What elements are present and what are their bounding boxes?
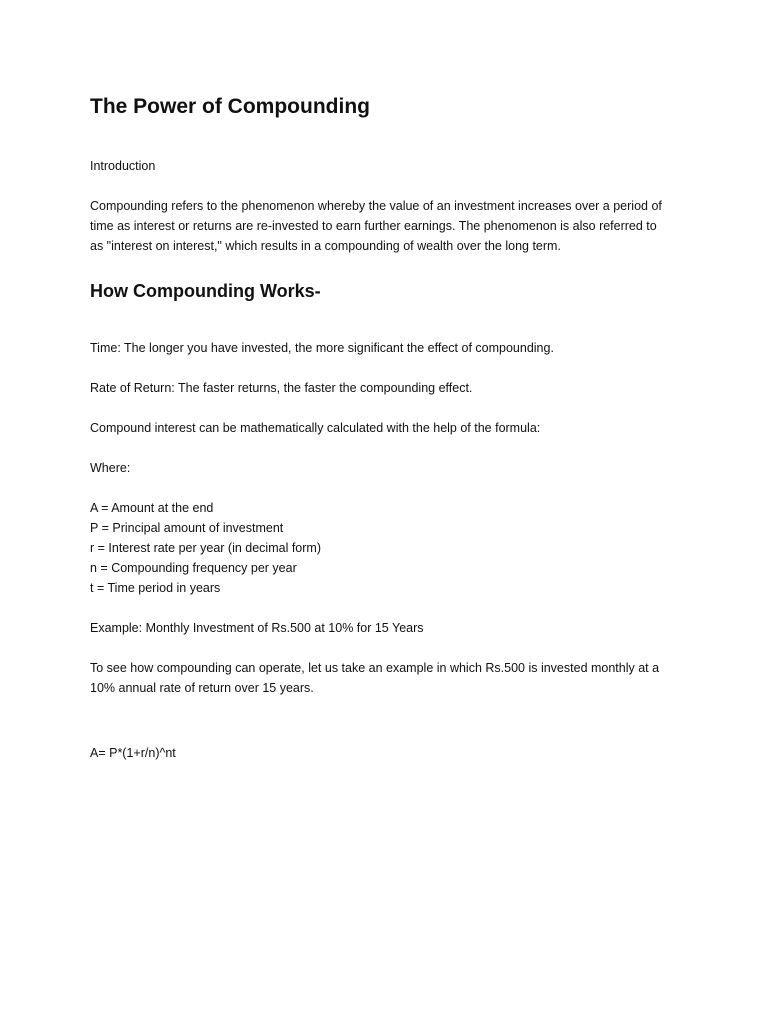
definition-item: t = Time period in years xyxy=(90,581,221,595)
definition-item: P = Principal amount of investment xyxy=(90,521,284,535)
formula-intro-paragraph: Compound interest can be mathematically calculated with the help of the formula: xyxy=(90,421,541,435)
definition-item: A = Amount at the end xyxy=(90,501,214,515)
rate-paragraph: Rate of Return: The faster returns, the faster the compounding effect. xyxy=(90,381,473,395)
formula-text: A= P*(1+r/n)^nt xyxy=(90,746,176,760)
time-paragraph: Time: The longer you have invested, the more significant the effect of compounding. xyxy=(90,341,554,355)
example-line: To see how compounding can operate, let us take an example in which Rs.500 is invested monthly at a xyxy=(90,661,660,675)
definitions-list xyxy=(90,498,321,598)
example-paragraph xyxy=(90,658,659,698)
where-label: Where: xyxy=(90,461,131,475)
example-line: 10% annual rate of return over 15 years. xyxy=(90,681,314,695)
intro-line: time as interest or returns are re-invested to earn further earnings. The phenomenon is also referred to xyxy=(90,219,657,233)
intro-line: as "interest on interest," which results in a compounding of wealth over the long term. xyxy=(90,239,561,253)
intro-paragraph xyxy=(90,196,662,256)
page-title: The Power of Compounding xyxy=(90,95,370,118)
intro-line: Compounding refers to the phenomenon whereby the value of an investment increases over a period of xyxy=(90,199,662,213)
definition-item: n = Compounding frequency per year xyxy=(90,561,297,575)
definition-item: r = Interest rate per year (in decimal form) xyxy=(90,541,321,555)
example-heading: Example: Monthly Investment of Rs.500 at 10% for 15 Years xyxy=(90,621,424,635)
intro-label: Introduction xyxy=(90,159,156,173)
section-heading: How Compounding Works- xyxy=(90,281,321,301)
